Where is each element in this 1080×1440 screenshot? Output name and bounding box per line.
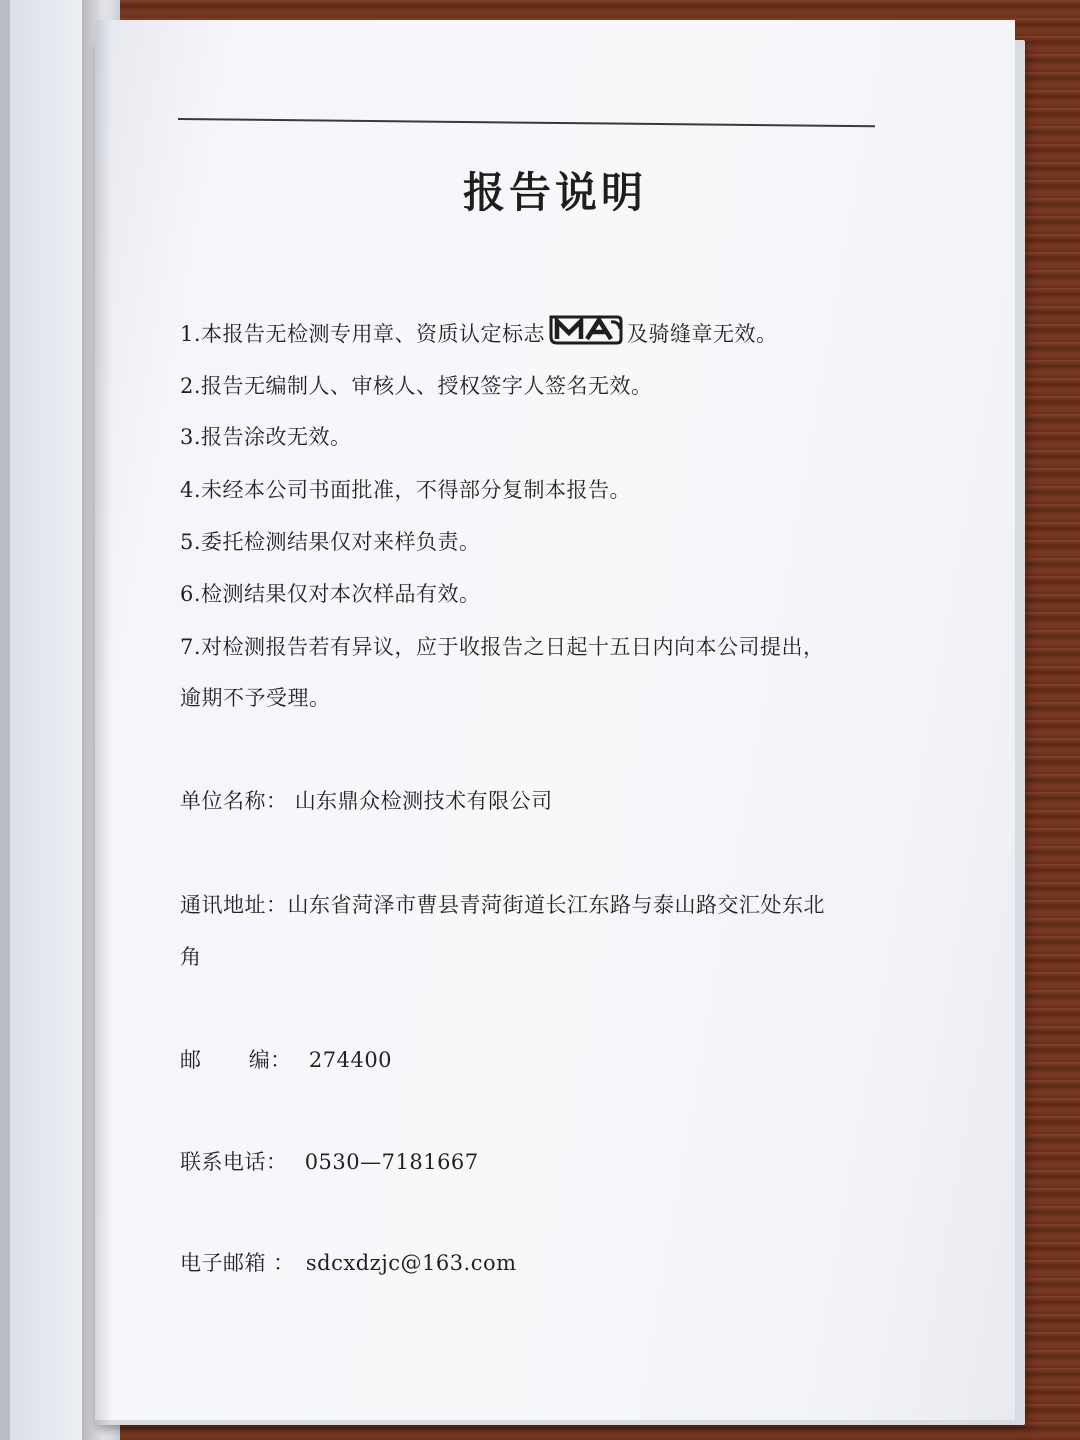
phone-row xyxy=(180,1146,479,1176)
note-4: 4.未经本公司书面批准，不得部分复制本报告。 xyxy=(180,478,632,502)
email-value: sdcxdzjc@163.com xyxy=(305,1251,517,1275)
postcode-row xyxy=(180,1044,392,1074)
postcode-label-part-2: 编： xyxy=(248,1048,292,1072)
company-name-value: 山东鼎众检测技术有限公司 xyxy=(294,789,553,813)
address-row xyxy=(180,889,825,919)
company-name-row xyxy=(180,785,553,815)
note-7-line-1: 7.对检测报告若有异议，应于收报告之日起十五日内向本公司提出， xyxy=(180,635,825,659)
note-5: 5.委托检测结果仅对来样负责。 xyxy=(180,530,481,554)
address-label: 通讯地址： xyxy=(180,893,288,917)
left-page-edge xyxy=(0,0,10,1440)
header-rule xyxy=(178,118,875,127)
postcode-value: 274400 xyxy=(308,1048,393,1072)
cma-mark-icon xyxy=(547,315,623,345)
company-name-label: 单位名称： xyxy=(180,789,288,813)
binding-gutter-shadow xyxy=(82,0,112,1440)
note-1 xyxy=(180,318,778,351)
note-1-text-after: 及骑缝章无效。 xyxy=(627,322,778,346)
postcode-label-part-1: 邮 xyxy=(180,1048,202,1072)
page-title: 报告说明 xyxy=(462,168,647,217)
address-value-line-2: 角 xyxy=(180,945,202,969)
note-7-line-2: 逾期不予受理。 xyxy=(180,686,331,710)
note-6: 6.检测结果仅对本次样品有效。 xyxy=(180,582,481,606)
phone-value: 0530—7181667 xyxy=(304,1150,479,1174)
note-1-text-before: 1.本报告无检测专用章、资质认定标志 xyxy=(180,322,546,346)
address-value-line-1: 山东省菏泽市曹县青菏街道长江东路与泰山路交汇处东北 xyxy=(287,893,825,917)
note-2: 2.报告无编制人、审核人、授权签字人签名无效。 xyxy=(180,374,653,398)
report-notes-page xyxy=(95,20,1015,1420)
note-3: 3.报告涂改无效。 xyxy=(180,425,352,449)
email-row xyxy=(180,1247,517,1277)
phone-label: 联系电话： xyxy=(180,1150,288,1174)
email-label: 电子邮箱 ： xyxy=(180,1251,295,1275)
